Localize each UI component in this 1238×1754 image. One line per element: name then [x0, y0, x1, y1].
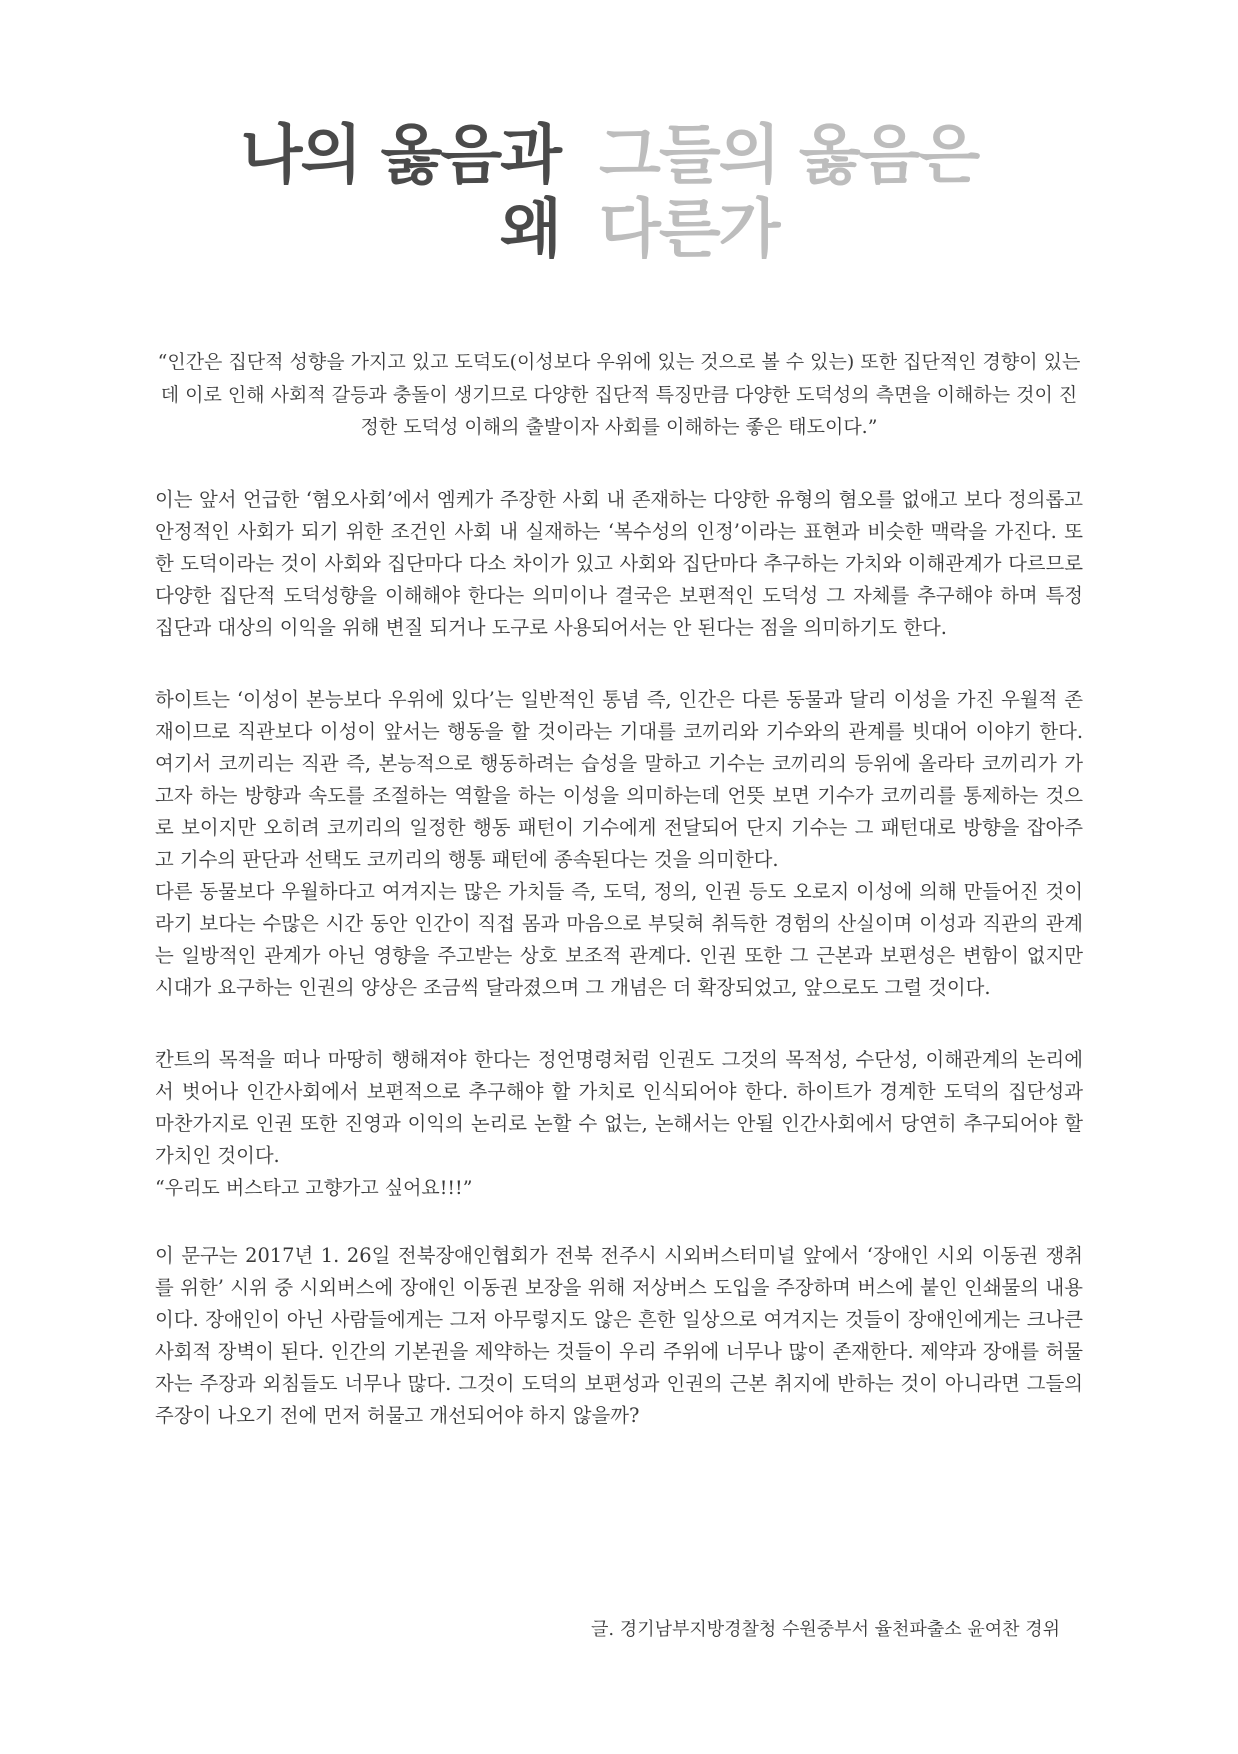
paragraph-1: 이는 앞서 언급한 ‘혐오사회’에서 엠케가 주장한 사회 내 존재하는 다양한 유형의 혐오를 없애고 보다 정의롭고 안정적인 사회가 되기 위한 조건인 사회 내 실재하는 ‘복수성의 인정’이라는 표현과 비슷한 맥락을 가진다. 또한 도덕이라는 것이 사회와 집단마다 다소 차이가 있고 사회와 집단마다 추구하는 가치와 이해관계가 다르므로 다양한 집단적 도덕성향을 이해해야 한다는 의미이나 결국은 보편적인 도덕성 그 자체를 추구해야 하며 특정 집단과 대상의 이익을 위해 변질 되거나 도구로 사용되어서는 안 된다는 점을 의미하기도 한다.	[155, 487, 1083, 639]
paragraph-3: 다른 동물보다 우월하다고 여겨지는 많은 가치들 즉, 도덕, 정의, 인권 등도 오로지 이성에 의해 만들어진 것이라기 보다는 수많은 시간 동안 인간이 직접 몸과 마음으로 부딪혀 취득한 경험의 산실이며 이성과 직관의 관계는 일방적인 관계가 아닌 영향을 주고받는 상호 보조적 관계다. 인권 또한 그 근본과 보편성은 변함이 없지만 시대가 요구하는 인권의 양상은 조금씩 달라졌으며 그 개념은 더 확장되었고, 앞으로도 그럴 것이다.	[155, 879, 1083, 999]
article-title	[0, 118, 1238, 288]
paragraph-5: 이 문구는 2017년 1. 26일 전북장애인협회가 전북 전주시 시외버스터미널 앞에서 ‘장애인 시외 이동권 쟁취를 위한’ 시위 중 시외버스에 장애인 이동권 보장을 위해 저상버스 도입을 주장하며 버스에 붙인 인쇄물의 내용이다. 장애인이 아닌 사람들에게는 그저 아무렇지도 않은 흔한 일상으로 여겨지는 것들이 장애인에게는 크나큰 사회적 장벽이 된다. 인간의 기본권을 제약하는 것들이 우리 주위에 너무나 많이 존재한다. 제약과 장애를 허물자는 주장과 외침들도 너무나 많다. 그것이 도덕의 보편성과 인권의 근본 취지에 반하는 것이 아니라면 그들의 주장이 나오기 전에 먼저 허물고 개선되어야 하지 않을까?	[155, 1243, 1083, 1427]
article-body	[155, 346, 1083, 1432]
title-line2-dark: 왜	[500, 193, 560, 267]
short-quote: “우리도 버스타고 고향가고 싶어요!!!”	[155, 1176, 473, 1199]
paragraph-2: 하이트는 ‘이성이 본능보다 우위에 있다’는 일반적인 통념 즉, 인간은 다른 동물과 달리 이성을 가진 우월적 존재이므로 직관보다 이성이 앞서는 행동을 할 것이라는 기대를 코끼리와 기수와의 관계를 빗대어 이야기 한다. 여기서 코끼리는 직관 즉, 본능적으로 행동하려는 습성을 말하고 기수는 코끼리의 등위에 올라타 코끼리가 가고자 하는 방향과 속도를 조절하는 역할을 하는 이성을 의미하는데 언뜻 보면 기수가 코끼리를 통제하는 것으로 보이지만 오히려 코끼리의 일정한 행동 패턴이 기수에게 전달되어 단지 기수는 그 패턴대로 방향을 잡아주고 기수의 판단과 선택도 코끼리의 행통 패턴에 종속된다는 것을 의미한다.	[155, 687, 1083, 871]
title-line1-light: 그들의 옳음은	[599, 119, 979, 193]
title-line1-dark: 나의 옳음과	[240, 119, 560, 193]
title-line2-light: 다른가	[599, 193, 779, 267]
paragraph-4: 칸트의 목적을 떠나 마땅히 행해져야 한다는 정언명령처럼 인권도 그것의 목적성, 수단성, 이해관계의 논리에서 벗어나 인간사회에서 보편적으로 추구해야 할 가치로 인식되어야 한다. 하이트가 경계한 도덕의 집단성과 마찬가지로 인권 또한 진영과 이익의 논리로 논할 수 없는, 논해서는 안될 인간사회에서 당연히 추구되어야 할 가치인 것이다.	[155, 1047, 1083, 1167]
byline: 글. 경기남부지방경찰청 수원중부서 율천파출소 윤여찬 경위	[590, 1619, 1060, 1640]
opening-quote: “인간은 집단적 성향을 가지고 있고 도덕도(이성보다 우위에 있는 것으로 볼 수 있는) 또한 집단적인 경향이 있는데 이로 인해 사회적 갈등과 충돌이 생기므로 다양한 집단적 특징만큼 다양한 도덕성의 측면을 이해하는 것이 진정한 도덕성 이해의 출발이자 사회를 이해하는 좋은 태도이다.”	[157, 351, 1081, 438]
